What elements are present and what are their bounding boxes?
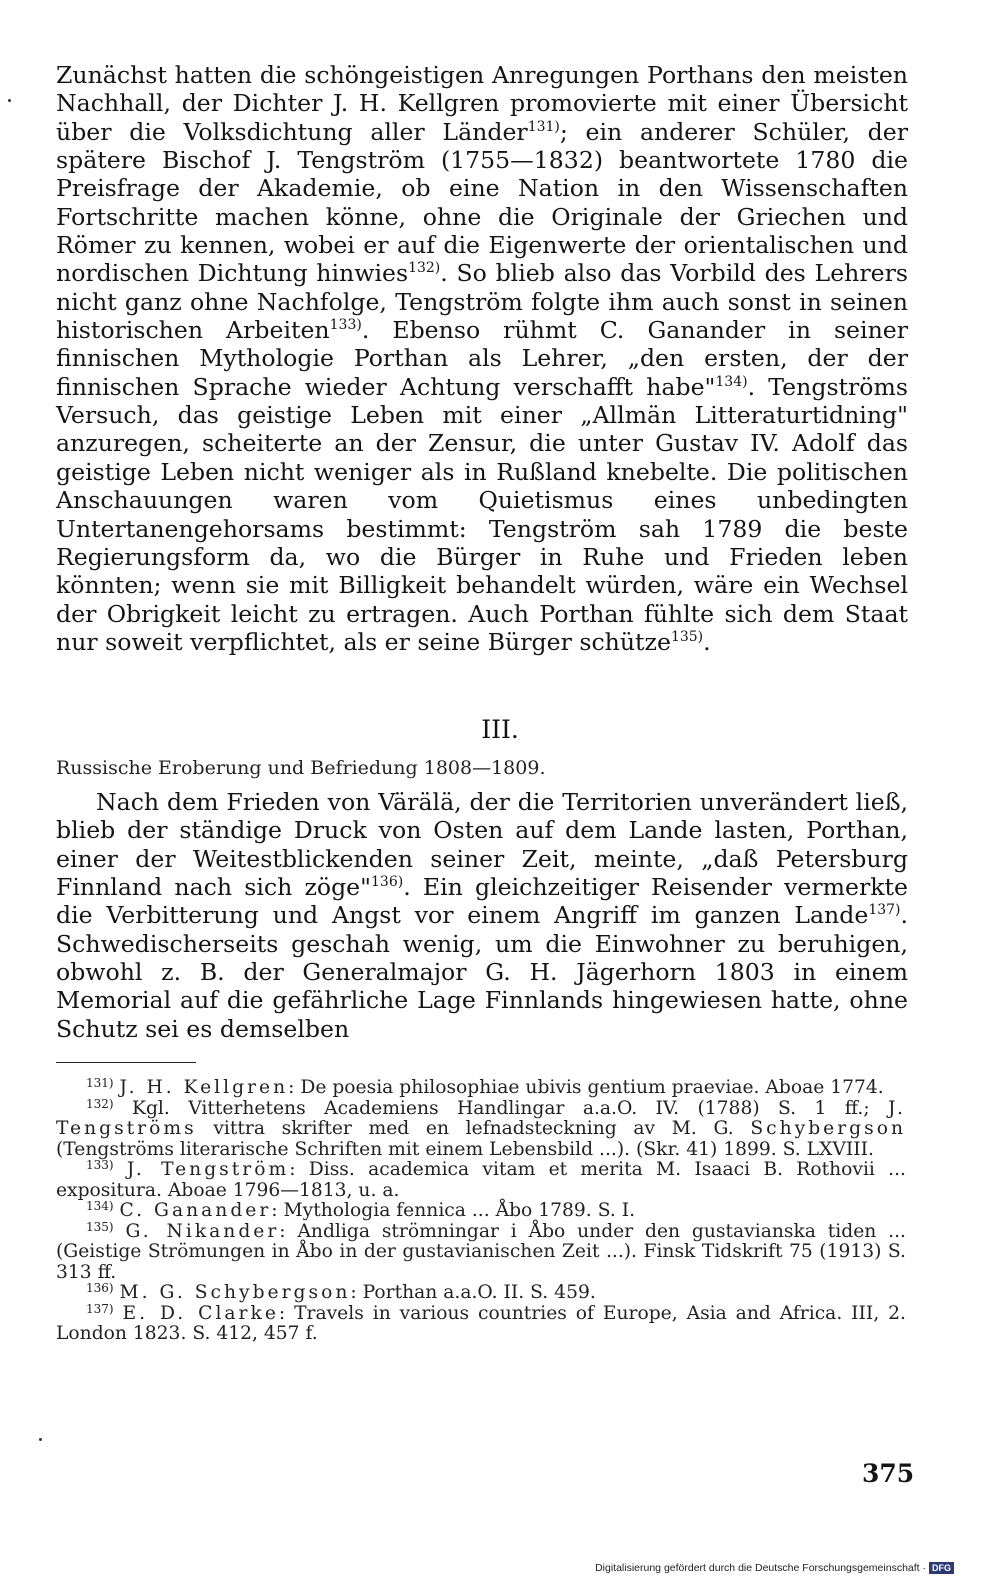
footnote-ref-133[interactable]: 133) [329, 317, 362, 334]
footnote-137 [56, 1301, 906, 1345]
credit-text: Digitalisierung gefördert durch die Deutsche Forschungsgemeinschaft · [595, 1562, 926, 1574]
text-run: ; ein anderer Schüler, der spätere Bischof J. Tengström (1755—1832) beantwortete 1780 die Preisfrage der Akademie, ob eine Nation in den Wissenschaften Fortschritte machen könne, ohne die Originale der Griechen und Römer zu kennen, wobei er auf die Eigenwerte der orientalischen und nordischen Dichtung hinwies [56, 117, 909, 288]
footnote-132 [56, 1096, 906, 1161]
body-paragraph-1 [56, 61, 908, 656]
section-heading: Russische Eroberung und Befriedung 1808—1809. [56, 757, 546, 779]
text-run: Nach dem Frieden von Värälä, der die Territorien unverändert ließ, blieb der ständige Druck von Osten auf dem Lande lasten, Porthan, einer der Weitestblickenden seiner Zeit, meinte, „daß Petersburg Finnland nach sich zöge" [56, 788, 908, 902]
footnote-ref-134[interactable]: 134) [715, 373, 748, 390]
text-run: . Tengströms Versuch, das geistige Leben mit einer „Allmän Litteraturtidning" anzuregen, scheiterte an der Zensur, die unter Gustav IV. Adolf das geistige Leben nicht weniger als in Rußland knebelte. Die politischen Anschauungen waren vom Quietismus eines unbedingten Untertanengehorsams bestimmt: Tengström sah 1789 die beste Regierungsform da, wo die Bürger in Ruhe und Frieden leben könnten; wenn sie mit Billigkeit behandelt würden, wäre ein Wechsel der Obrigkeit leicht zu ertragen. Auch Porthan fühlte sich dem Staat nur soweit verpflichtet, als er seine Bürger schütze [56, 372, 908, 656]
footnote-text: : Mythologia fennica ... Åbo 1789. S. I. [271, 1200, 636, 1221]
text-run: . So blieb also das Vorbild des Lehrers nicht ganz ohne Nachfolge, Tengström folgte ihm auch sonst in seinen historischen Arbeiten [56, 259, 908, 345]
footnote-number: 134) [86, 1199, 114, 1213]
footnote-133 [56, 1160, 906, 1201]
footnote-ref-132[interactable]: 132) [408, 260, 441, 277]
footnote-author: M. G. Schybergson [119, 1282, 351, 1303]
text-run: . [703, 627, 711, 656]
footnotes [56, 1078, 906, 1345]
page-number: 375 [862, 1459, 915, 1488]
footnote-text: vittra skrifter med en lefnadsteckning av M. G. [196, 1118, 751, 1139]
footnote-text: : Andliga strömningar i Åbo under den gustavianska tiden ... (Geistige Strömungen in Åbo in der gustavianischen Zeit ...). Finsk Tidskrift 75 (1913) S. 313 ff. [56, 1220, 906, 1283]
footnote-author: J. H. Kellgren [119, 1077, 289, 1098]
digitization-credit [595, 1562, 954, 1574]
footnote-number: 132) [86, 1096, 114, 1111]
footnote-135 [56, 1219, 906, 1284]
footnote-author: J. Tengströms [56, 1097, 906, 1139]
footnote-ref-137[interactable]: 137) [868, 902, 901, 919]
footnote-131 [56, 1078, 906, 1099]
text-run: . Schwedischerseits geschah wenig, um die Einwohner zu beruhigen, obwohl z. B. der Generalmajor G. H. Jägerhorn 1803 in einem Memorial auf die gefährliche Lage Finnlands hingewiesen hatte, ohne Schutz sei es demselben [56, 901, 908, 1043]
footnote-author: J. Tengström [126, 1159, 290, 1180]
footnote-ref-131[interactable]: 131) [527, 118, 560, 135]
text-run: . Ein gleichzeitiger Reisender vermerkte die Verbitterung und Angst vor einem Angriff im ganzen Lande [56, 873, 908, 930]
footnote-number: 136) [86, 1281, 114, 1295]
text-run: Zunächst hatten die schöngeistigen Anregungen Porthans den meisten Nachhall, der Dichter J. H. Kellgren promovierte mit einer Übersicht über die Volksdichtung aller Länder [56, 61, 908, 146]
footnote-text: : Diss. academica vitam et merita M. Isaaci B. Rothovii ... expositura. Aboae 1796—1813, u. a. [56, 1159, 906, 1201]
footnote-separator [56, 1062, 196, 1063]
scan-speck [39, 1438, 42, 1441]
body-paragraph-2 [56, 788, 908, 1043]
footnote-author: Schybergson [750, 1118, 906, 1139]
footnote-number: 133) [86, 1158, 114, 1172]
footnote-text: Kgl. Vitterhetens Academiens Handlingar a.a.O. IV. (1788) S. 1 ff.; [132, 1097, 889, 1119]
scan-speck [8, 99, 11, 102]
footnote-number: 137) [86, 1301, 114, 1316]
dfg-logo: DFG [929, 1562, 954, 1574]
footnote-number: 135) [86, 1219, 114, 1234]
footnote-134 [56, 1201, 906, 1222]
footnote-author: G. Nikander [125, 1220, 280, 1242]
text-run: . Ebenso rühmt C. Ganander in seiner finnischen Mythologie Porthan als Lehrer, „den ersten, der der finnischen Sprache wieder Achtung verschafft habe" [56, 316, 909, 401]
footnote-author: E. D. Clarke [122, 1302, 279, 1324]
footnote-136 [56, 1283, 906, 1304]
footnote-text: : Travels in various countries of Europe, Asia and Africa. III, 2. London 1823. S. 412, 457 f. [56, 1302, 906, 1344]
footnote-author: C. Ganander [119, 1200, 272, 1221]
footnote-text: (Tengströms literarische Schriften mit einem Lebensbild ...). (Skr. 41) 1899. S. LXVIII. [56, 1138, 874, 1160]
footnote-number: 131) [86, 1076, 114, 1090]
footnote-ref-136[interactable]: 136) [371, 874, 404, 891]
footnote-text: : De poesia philosophiae ubivis gentium praeviae. Aboae 1774. [288, 1077, 884, 1098]
section-numeral: III. [481, 715, 519, 744]
footnote-ref-135[interactable]: 135) [670, 628, 704, 645]
footnote-text: : Porthan a.a.O. II. S. 459. [350, 1282, 596, 1303]
